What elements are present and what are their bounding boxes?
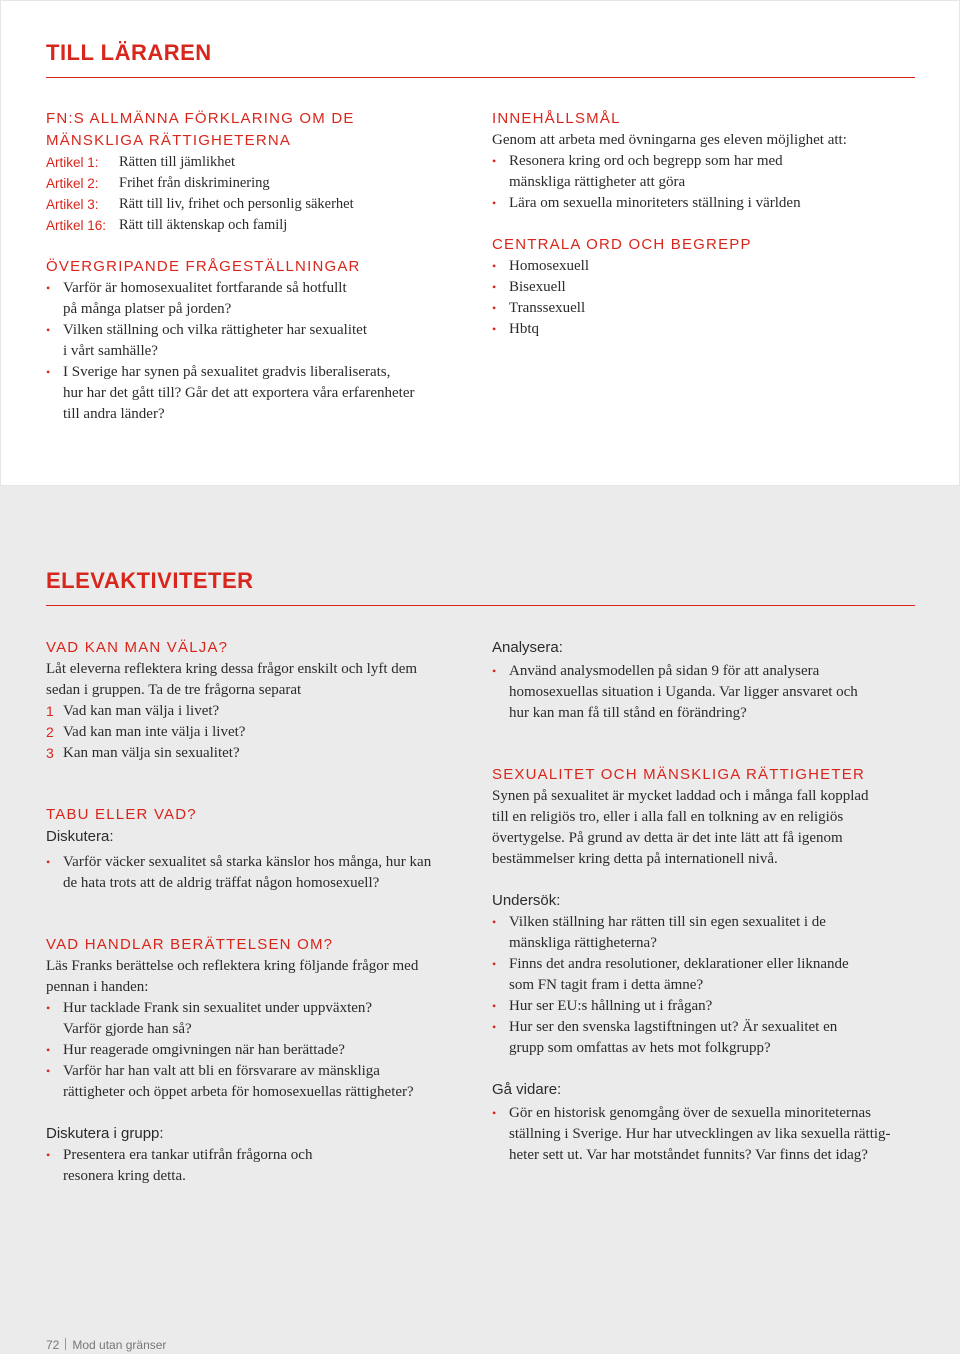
bullet-icon: •	[46, 1001, 51, 1015]
story-heading: VAD HANDLAR BERÄTTELSEN OM?	[46, 936, 334, 953]
bullet-line: hur har det gått till? Går det att exportera våra erfarenheter	[63, 385, 415, 401]
bullet-line: Hbtq	[509, 321, 539, 337]
bullet-line: Hur tacklade Frank sin sexualitet under uppväxten?	[63, 1000, 373, 1016]
choose-intro	[46, 659, 476, 701]
fn-heading	[46, 108, 466, 152]
bullet-icon: •	[46, 1148, 51, 1162]
bullet-line: ställning i Sverige. Hur har utvecklingen av lika sexuella rättig-	[509, 1126, 891, 1142]
bullet-line: de hata trots att de aldrig träffat någon homosexuell?	[63, 875, 380, 891]
bullet-line: mänskliga rättigheter att göra	[509, 174, 686, 190]
text-line: till en religiös tro, eller i alla fall en tolkning av en religiös	[492, 809, 844, 825]
publication-name: Mod utan gränser	[72, 1338, 167, 1352]
numbered-item	[46, 743, 476, 764]
taboo-heading: TABU ELLER VAD?	[46, 806, 197, 823]
bullet-line: Varför väcker sexualitet så starka känslor hos många, hur kan	[63, 854, 432, 870]
bullet-item	[492, 151, 922, 193]
bullet-line: Transsexuell	[509, 300, 586, 316]
bullet-item	[492, 912, 932, 954]
item-number: 2	[46, 724, 54, 740]
bullet-icon: •	[492, 259, 497, 273]
group-heading: Diskutera i grupp:	[46, 1125, 164, 1142]
bullet-icon: •	[46, 281, 51, 295]
students-title-rule	[46, 605, 915, 606]
bullet-line: Finns det andra resolutioner, deklarationer eller liknande	[509, 956, 849, 972]
bullet-line: Bisexuell	[509, 279, 566, 295]
article-row	[46, 152, 466, 173]
sexrights-heading: SEXUALITET OCH MÄNSKLIGA RÄTTIGHETER	[492, 766, 865, 783]
sexrights-body	[492, 786, 932, 870]
choose-list	[46, 701, 476, 764]
bullet-item	[492, 277, 922, 298]
page-number: 72	[46, 1338, 60, 1352]
bullet-icon: •	[492, 322, 497, 336]
article-label: Artikel 1:	[46, 155, 99, 170]
bullet-line: som FN tagit fram i detta ämne?	[509, 977, 704, 993]
choose-heading: VAD KAN MAN VÄLJA?	[46, 639, 229, 656]
item-number: 3	[46, 745, 54, 761]
bullet-item	[46, 998, 476, 1040]
article-list	[46, 152, 466, 236]
numbered-item	[46, 701, 476, 722]
bullet-icon: •	[492, 999, 497, 1013]
bullet-line: Vilken ställning och vilka rättigheter har sexualitet	[63, 322, 368, 338]
bullet-icon: •	[492, 196, 497, 210]
text-line: pennan i handen:	[46, 979, 149, 995]
students-left-column	[46, 637, 476, 1187]
bullet-icon: •	[492, 915, 497, 929]
article-text: Rätten till jämlikhet	[119, 154, 235, 170]
goals-intro: Genom att arbeta med övningarna ges eleven möjlighet att:	[492, 132, 847, 148]
investigate-list	[492, 912, 932, 1059]
footer-divider	[65, 1338, 66, 1350]
bullet-icon: •	[492, 154, 497, 168]
bullet-line: homosexuellas situation i Uganda. Var ligger ansvaret och	[509, 684, 858, 700]
bullet-line: Presentera era tankar utifrån frågorna och	[63, 1147, 313, 1163]
numbered-item	[46, 722, 476, 743]
teacher-title-rule	[46, 77, 915, 78]
bullet-item	[46, 1040, 476, 1061]
item-text: Kan man välja sin sexualitet?	[63, 745, 240, 761]
text-line: bestämmelser kring detta på internationell nivå.	[492, 851, 778, 867]
text-line: övertygelse. På grund av detta är det inte lätt att få igenom	[492, 830, 843, 846]
bullet-item	[492, 319, 922, 340]
fn-heading-line: FN:S ALLMÄNNA FÖRKLARING OM DE	[46, 110, 355, 127]
bullet-line: Lära om sexuella minoriteters ställning i världen	[509, 195, 801, 211]
further-heading: Gå vidare:	[492, 1081, 562, 1098]
bullet-item	[492, 1017, 932, 1059]
article-text: Frihet från diskriminering	[119, 175, 270, 191]
bullet-line: mänskliga rättigheterna?	[509, 935, 657, 951]
group-list	[46, 1145, 476, 1187]
bullet-line: Hur reagerade omgivningen när han berättade?	[63, 1042, 345, 1058]
bullet-item	[492, 996, 932, 1017]
article-label: Artikel 2:	[46, 176, 99, 191]
bullet-item	[46, 852, 476, 894]
taboo-list	[46, 852, 476, 894]
students-right-column	[492, 637, 932, 1166]
text-line: sedan i gruppen. Ta de tre frågorna separat	[46, 682, 302, 698]
further-list	[492, 1103, 932, 1166]
bullet-line: Gör en historisk genomgång över de sexuella minoriteternas	[509, 1105, 871, 1121]
text-line: Synen på sexualitet är mycket laddad och i många fall kopplad	[492, 788, 869, 804]
bullet-item	[46, 1145, 476, 1187]
teacher-left-column	[46, 108, 466, 425]
goals-list	[492, 151, 922, 214]
bullet-icon: •	[492, 664, 497, 678]
bullet-line: i vårt samhälle?	[63, 343, 158, 359]
bullet-item	[492, 193, 922, 214]
taboo-subheading: Diskutera:	[46, 828, 114, 845]
terms-heading: CENTRALA ORD OCH BEGREPP	[492, 236, 752, 253]
bullet-item	[492, 256, 922, 277]
teacher-right-column	[492, 108, 922, 340]
page-footer	[46, 1338, 166, 1352]
bullet-icon: •	[46, 323, 51, 337]
item-text: Vad kan man inte välja i livet?	[63, 724, 246, 740]
article-row	[46, 173, 466, 194]
bullet-line: Hur ser EU:s hållning ut i frågan?	[509, 998, 713, 1014]
investigate-heading: Undersök:	[492, 892, 561, 909]
bullet-line: Varför gjorde han så?	[63, 1021, 192, 1037]
bullet-line: Homosexuell	[509, 258, 589, 274]
text-line: Låt eleverna reflektera kring dessa frågor enskilt och lyft dem	[46, 661, 418, 677]
bullet-icon: •	[46, 365, 51, 379]
bullet-item	[46, 320, 466, 362]
bullet-item	[492, 661, 932, 724]
bullet-line: grupp som omfattas av hets mot folkgrupp?	[509, 1040, 771, 1056]
article-row	[46, 215, 466, 236]
bullet-line: Använd analysmodellen på sidan 9 för att analysera	[509, 663, 820, 679]
bullet-item	[492, 298, 922, 319]
bullet-icon: •	[46, 1064, 51, 1078]
bullet-icon: •	[492, 1020, 497, 1034]
bullet-line: Hur ser den svenska lagstiftningen ut? Är sexualitet en	[509, 1019, 838, 1035]
bullet-icon: •	[46, 1043, 51, 1057]
bullet-item	[46, 362, 466, 425]
bullet-line: hur kan man få till stånd en förändring?	[509, 705, 747, 721]
item-number: 1	[46, 703, 54, 719]
bullet-line: rättigheter och öppet arbeta för homosexuellas rättigheter?	[63, 1084, 414, 1100]
bullet-line: till andra länder?	[63, 406, 165, 422]
bullet-icon: •	[492, 957, 497, 971]
article-label: Artikel 3:	[46, 197, 99, 212]
item-text: Vad kan man välja i livet?	[63, 703, 220, 719]
goals-heading: INNEHÅLLSMÅL	[492, 110, 621, 127]
bullet-icon: •	[492, 301, 497, 315]
story-list	[46, 998, 476, 1103]
bullet-item	[46, 278, 466, 320]
bullet-line: på många platser på jorden?	[63, 301, 232, 317]
bullet-item	[492, 1103, 932, 1166]
questions-list	[46, 278, 466, 425]
students-title: ELEVAKTIVITETER	[46, 568, 254, 593]
bullet-icon: •	[492, 280, 497, 294]
article-row	[46, 194, 466, 215]
bullet-line: I Sverige har synen på sexualitet gradvis liberaliserats,	[63, 364, 391, 380]
analyze-list	[492, 661, 932, 724]
story-intro	[46, 956, 476, 998]
bullet-line: resonera kring detta.	[63, 1168, 186, 1184]
fn-heading-line: MÄNSKLIGA RÄTTIGHETERNA	[46, 132, 292, 149]
questions-heading: ÖVERGRIPANDE FRÅGESTÄLLNINGAR	[46, 258, 361, 275]
bullet-line: Resonera kring ord och begrepp som har med	[509, 153, 783, 169]
bullet-icon: •	[492, 1106, 497, 1120]
bullet-line: Varför har han valt att bli en försvarare av mänskliga	[63, 1063, 380, 1079]
bullet-line: heter sett ut. Var har motståndet funnits? Var finns det idag?	[509, 1147, 868, 1163]
analyze-heading: Analysera:	[492, 639, 563, 656]
article-text: Rätt till liv, frihet och personlig säkerhet	[119, 196, 354, 212]
teacher-title: TILL LÄRAREN	[46, 40, 212, 65]
bullet-line: Vilken ställning har rätten till sin egen sexualitet i de	[509, 914, 826, 930]
bullet-icon: •	[46, 855, 51, 869]
article-label: Artikel 16:	[46, 218, 107, 233]
bullet-item	[46, 1061, 476, 1103]
bullet-item	[492, 954, 932, 996]
bullet-line: Varför är homosexualitet fortfarande så hotfullt	[63, 280, 347, 296]
text-line: Läs Franks berättelse och reflektera kring följande frågor med	[46, 958, 419, 974]
article-text: Rätt till äktenskap och familj	[119, 217, 288, 233]
terms-list	[492, 256, 922, 340]
